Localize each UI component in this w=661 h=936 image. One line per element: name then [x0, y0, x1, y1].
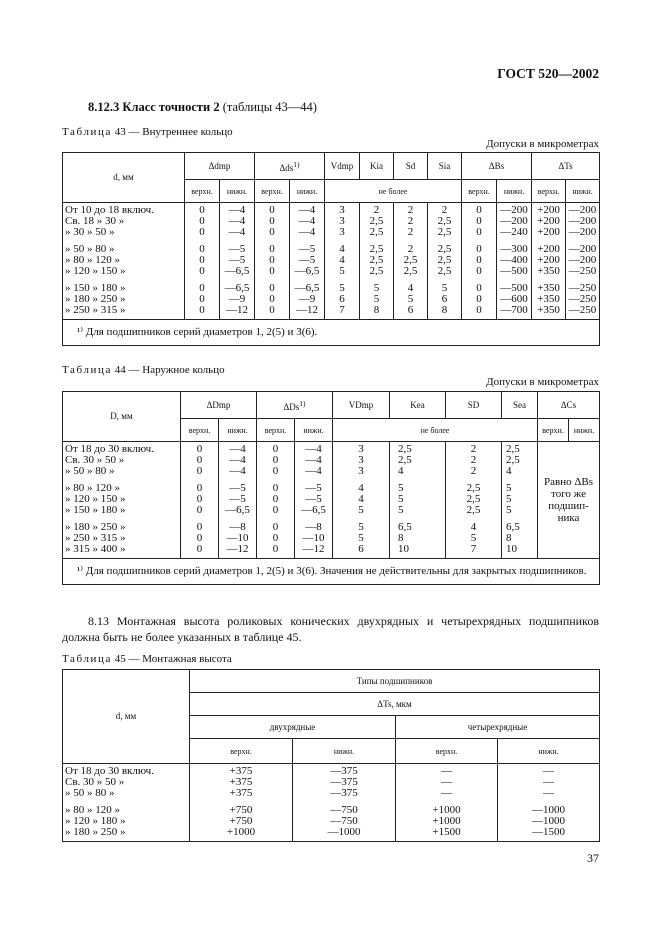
section-ref: (таблицы 43—44): [222, 100, 317, 114]
t43-sub-lower: нижн.: [290, 180, 325, 203]
t44-footnote: ¹⁾ Для подшипников серий диаметров 1, 2(5) и 3(6). Значения не действительны для закрытых подшипников.: [63, 559, 600, 585]
t43-col-ds-upper: 0 0 0 0 0 0 0 0 0: [255, 203, 290, 320]
t43-sub-upper: верхн.: [185, 180, 220, 203]
t45-sub-lower: нижн.: [293, 739, 396, 764]
t43-head-sia: Sia: [428, 153, 462, 180]
t44-col-dmp-upper: 0 0 0 0 0 0 0 0 0: [181, 442, 219, 559]
t45-head-dts: ΔTs, мкм: [190, 693, 600, 716]
t44-col-sea: 2,5 2,5 4 5 5 5 6,5 8 10: [502, 442, 538, 559]
t43-head-dts: ΔTs: [532, 153, 600, 180]
t43-col-ts-lower: —200 —200 —200 —200 —200 —250 —250 —250 —250: [566, 203, 600, 320]
t44-col-d: От 18 до 30 включ. Св. 30 » 50 » » 50 » 80 » » 80 » 120 » » 120 » 150 » » 150 » 180 » » 180 » 250 » » 250 » 315 » » 315 » 400 »: [63, 442, 181, 559]
t43-col-sia: 2 2,5 2,5 2,5 2,5 2,5 5 6 8: [428, 203, 462, 320]
document-header: ГОСТ 520—2002: [497, 66, 599, 81]
table-45: [62, 669, 600, 842]
t43-head-dds-text: Δds: [279, 162, 294, 173]
section-8-13-text: 8.13 Монтажная высота роликовых конических двухрядных и четырехрядных подшипников должна быть не более указанных в таблице 45.: [62, 614, 599, 644]
t45-col-double-lower: —375 —375 —375 —750 —750 —1000: [293, 764, 396, 842]
table45-caption: [62, 653, 232, 665]
table45-caption-text: 45 — Монтажная высота: [114, 653, 232, 665]
table43-units: Допуски в микрометрах: [486, 138, 599, 150]
t43-col-ds-lower: —4 —4 —4 —5 —5 —6,5 —6,5 —9 —12: [290, 203, 325, 320]
t43-head-dds-note: 1): [293, 159, 300, 169]
page-number: 37: [587, 851, 599, 865]
t43-col-dmp-lower: —4 —4 —4 —5 —5 —6,5 —6,5 —9 —12: [220, 203, 255, 320]
t44-head-dcs: ΔCs: [538, 392, 600, 419]
t43-head-d: d, мм: [63, 153, 185, 203]
t44-head-dds: [257, 392, 333, 419]
t44-col-vdmp: 3 3 3 4 4 5 5 5 6: [333, 442, 390, 559]
t44-sub-upper: верхн.: [181, 419, 219, 442]
t44-col-sd: 2 2 2 2,5 2,5 2,5 4 5 7: [446, 442, 502, 559]
section-number-title: 8.12.3 Класс точности 2: [88, 100, 220, 114]
t44-sub-lower: нижн.: [569, 419, 600, 442]
table-44: [62, 391, 600, 585]
table45-caption-word: Таблица: [62, 653, 112, 665]
table44-units: Допуски в микрометрах: [486, 376, 599, 388]
t43-sub-upper: верхн.: [532, 180, 566, 203]
t43-sub-lower: нижн.: [220, 180, 255, 203]
t45-head-double-row: двухрядные: [190, 716, 396, 739]
section-title: [88, 100, 317, 115]
t43-sub-upper: верхн.: [255, 180, 290, 203]
t44-head-dds-note: 1): [299, 398, 306, 408]
t43-sub-upper: верхн.: [462, 180, 497, 203]
t45-head-types: Типы подшипников: [190, 670, 600, 693]
t43-head-dds: [255, 153, 325, 180]
t44-col-dmp-lower: —4 —4 —4 —5 —5 —6,5 —8 —10 —12: [219, 442, 257, 559]
t45-col-double-upper: +375 +375 +375 +750 +750 +1000: [190, 764, 293, 842]
t44-head-dds-text: ΔDs: [283, 401, 300, 412]
t44-head-sd: SD: [446, 392, 502, 419]
t43-head-ddmp: Δdmp: [185, 153, 255, 180]
t44-sub-lower: нижн.: [295, 419, 333, 442]
t44-sub-max: не более: [333, 419, 538, 442]
t45-head-d: d, мм: [63, 670, 190, 764]
t43-head-dbs: ΔBs: [462, 153, 532, 180]
t44-head-sea: Sea: [502, 392, 538, 419]
t45-sub-upper: верхн.: [396, 739, 498, 764]
t45-col-four-upper: — — — +1000 +1000 +1500: [396, 764, 498, 842]
t43-col-d: От 10 до 18 включ. Св. 18 » 30 » » 30 » 50 » » 50 » 80 » » 80 » 120 » » 120 » 150 » » 150 » 180 » » 180 » 250 » » 250 » 315 »: [63, 203, 185, 320]
table43-caption-word: Таблица: [62, 126, 112, 138]
t44-col-kea: 2,5 2,5 4 5 5 5 6,5 8 10: [390, 442, 446, 559]
t45-sub-lower: нижн.: [498, 739, 600, 764]
table44-caption-word: Таблица: [62, 364, 112, 376]
t43-col-bs-upper: 0 0 0 0 0 0 0 0 0: [462, 203, 497, 320]
t43-sub-lower: нижн.: [497, 180, 532, 203]
t45-col-d: От 18 до 30 включ. Св. 30 » 50 » » 50 » 80 » » 80 » 120 » » 120 » 180 » » 180 » 250 »: [63, 764, 190, 842]
table44-caption: [62, 364, 225, 376]
t45-head-four-row: четырехрядные: [396, 716, 600, 739]
t43-col-bs-lower: —200 —200 —240 —300 —400 —500 —500 —600 —700: [497, 203, 532, 320]
t44-sub-lower: нижн.: [219, 419, 257, 442]
t43-sub-max: не более: [325, 180, 462, 203]
t43-head-kia: Kia: [360, 153, 394, 180]
t44-sub-upper: верхн.: [257, 419, 295, 442]
t44-col-ds-upper: 0 0 0 0 0 0 0 0 0: [257, 442, 295, 559]
table-43: [62, 152, 600, 346]
t44-sub-upper: верхн.: [538, 419, 569, 442]
t43-col-vdmp: 3 3 3 4 4 5 5 6 7: [325, 203, 360, 320]
t43-head-sd: Sd: [394, 153, 428, 180]
t43-col-kia: 2 2,5 2,5 2,5 2,5 2,5 5 5 8: [360, 203, 394, 320]
t43-col-ts-upper: +200 +200 +200 +200 +200 +350 +350 +350 +350: [532, 203, 566, 320]
t43-head-vdmp: Vdmp: [325, 153, 360, 180]
t45-sub-upper: верхн.: [190, 739, 293, 764]
t44-head-vdmp: VDmp: [333, 392, 390, 419]
t44-col-cs: Равно ΔBs того же подшип- ника: [538, 442, 600, 559]
t43-col-sd: 2 2 2 2 2,5 2,5 4 5 6: [394, 203, 428, 320]
t43-sub-lower: нижн.: [566, 180, 600, 203]
table43-caption: [62, 126, 233, 138]
t45-col-four-lower: — — — —1000 —1000 —1500: [498, 764, 600, 842]
t44-col-ds-lower: —4 —4 —4 —5 —5 —6,5 —8 —10 —12: [295, 442, 333, 559]
t44-head-kea: Kea: [390, 392, 446, 419]
t43-footnote: ¹⁾ Для подшипников серий диаметров 1, 2(5) и 3(6).: [63, 320, 600, 346]
t44-head-ddmp: ΔDmp: [181, 392, 257, 419]
t44-head-d: D, мм: [63, 392, 181, 442]
table43-caption-text: 43 — Внутреннее кольцо: [114, 126, 233, 138]
t43-col-dmp-upper: 0 0 0 0 0 0 0 0 0: [185, 203, 220, 320]
table44-caption-text: 44 — Наружное кольцо: [114, 364, 225, 376]
